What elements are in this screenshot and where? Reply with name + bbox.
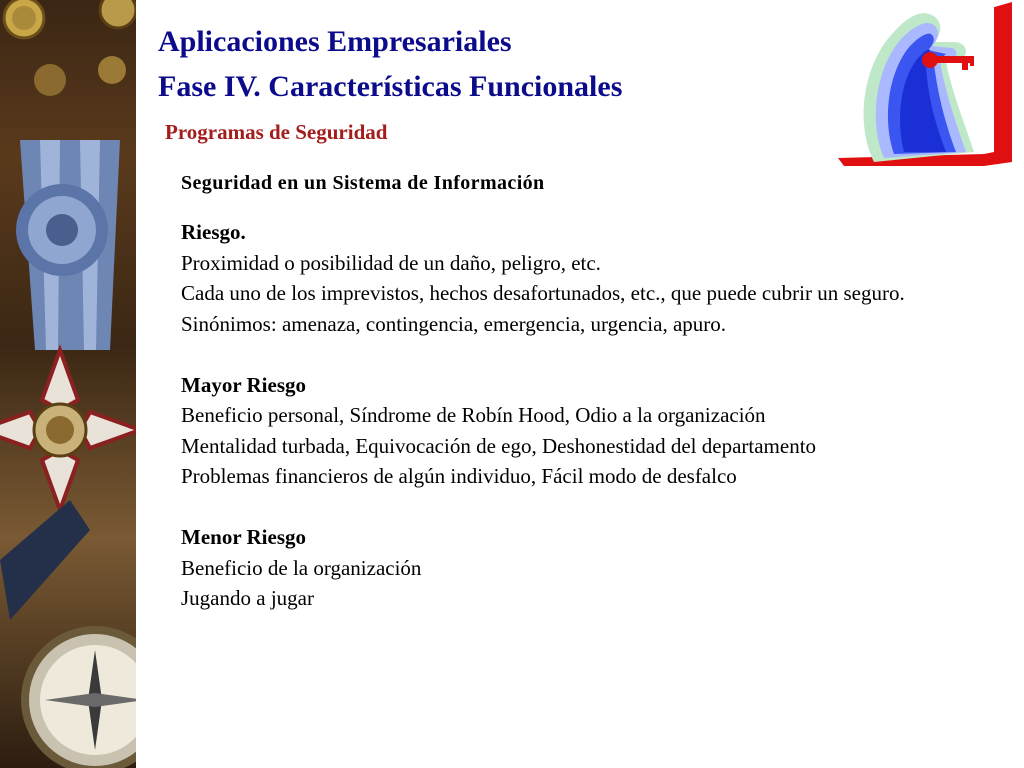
slide-title-line-1: Aplicaciones Empresariales [158,25,512,58]
slide-body [181,217,981,614]
mayor-riesgo-line: Problemas financieros de algún individuo, Fácil modo de desfalco [181,464,737,488]
mayor-riesgo-line: Mentalidad turbada, Equivocación de ego, Deshonestidad del departamento [181,433,817,458]
riesgo-line: Sinónimos: amenaza, contingencia, emergencia, urgencia, apuro. [181,311,727,336]
riesgo-line: Proximidad o posibilidad de un daño, peligro, etc. [181,250,601,275]
decorative-medal-photo [0,0,136,768]
riesgo-title: Riesgo. [181,220,246,244]
mayor-riesgo-title: Mayor Riesgo [181,372,307,397]
mayor-riesgo-line: Beneficio personal, Síndrome de Robín Hood, Odio a la organización [181,403,766,427]
menor-riesgo-line: Jugando a jugar [181,586,314,610]
slide-subtitle: Programas de Seguridad [165,120,388,144]
spacer [181,492,981,523]
person-with-key-door-icon [834,2,1018,166]
slide-title-line-2: Fase IV. Características Funcionales [158,70,623,103]
riesgo-line: Cada uno de los imprevistos, hechos desafortunados, etc., que puede cubrir un seguro. [181,281,905,305]
menor-riesgo-title: Menor Riesgo [181,525,307,549]
menor-riesgo-line: Beneficio de la organización [181,555,422,580]
spacer [181,339,981,370]
section-heading: Seguridad en un Sistema de Información [181,172,545,194]
